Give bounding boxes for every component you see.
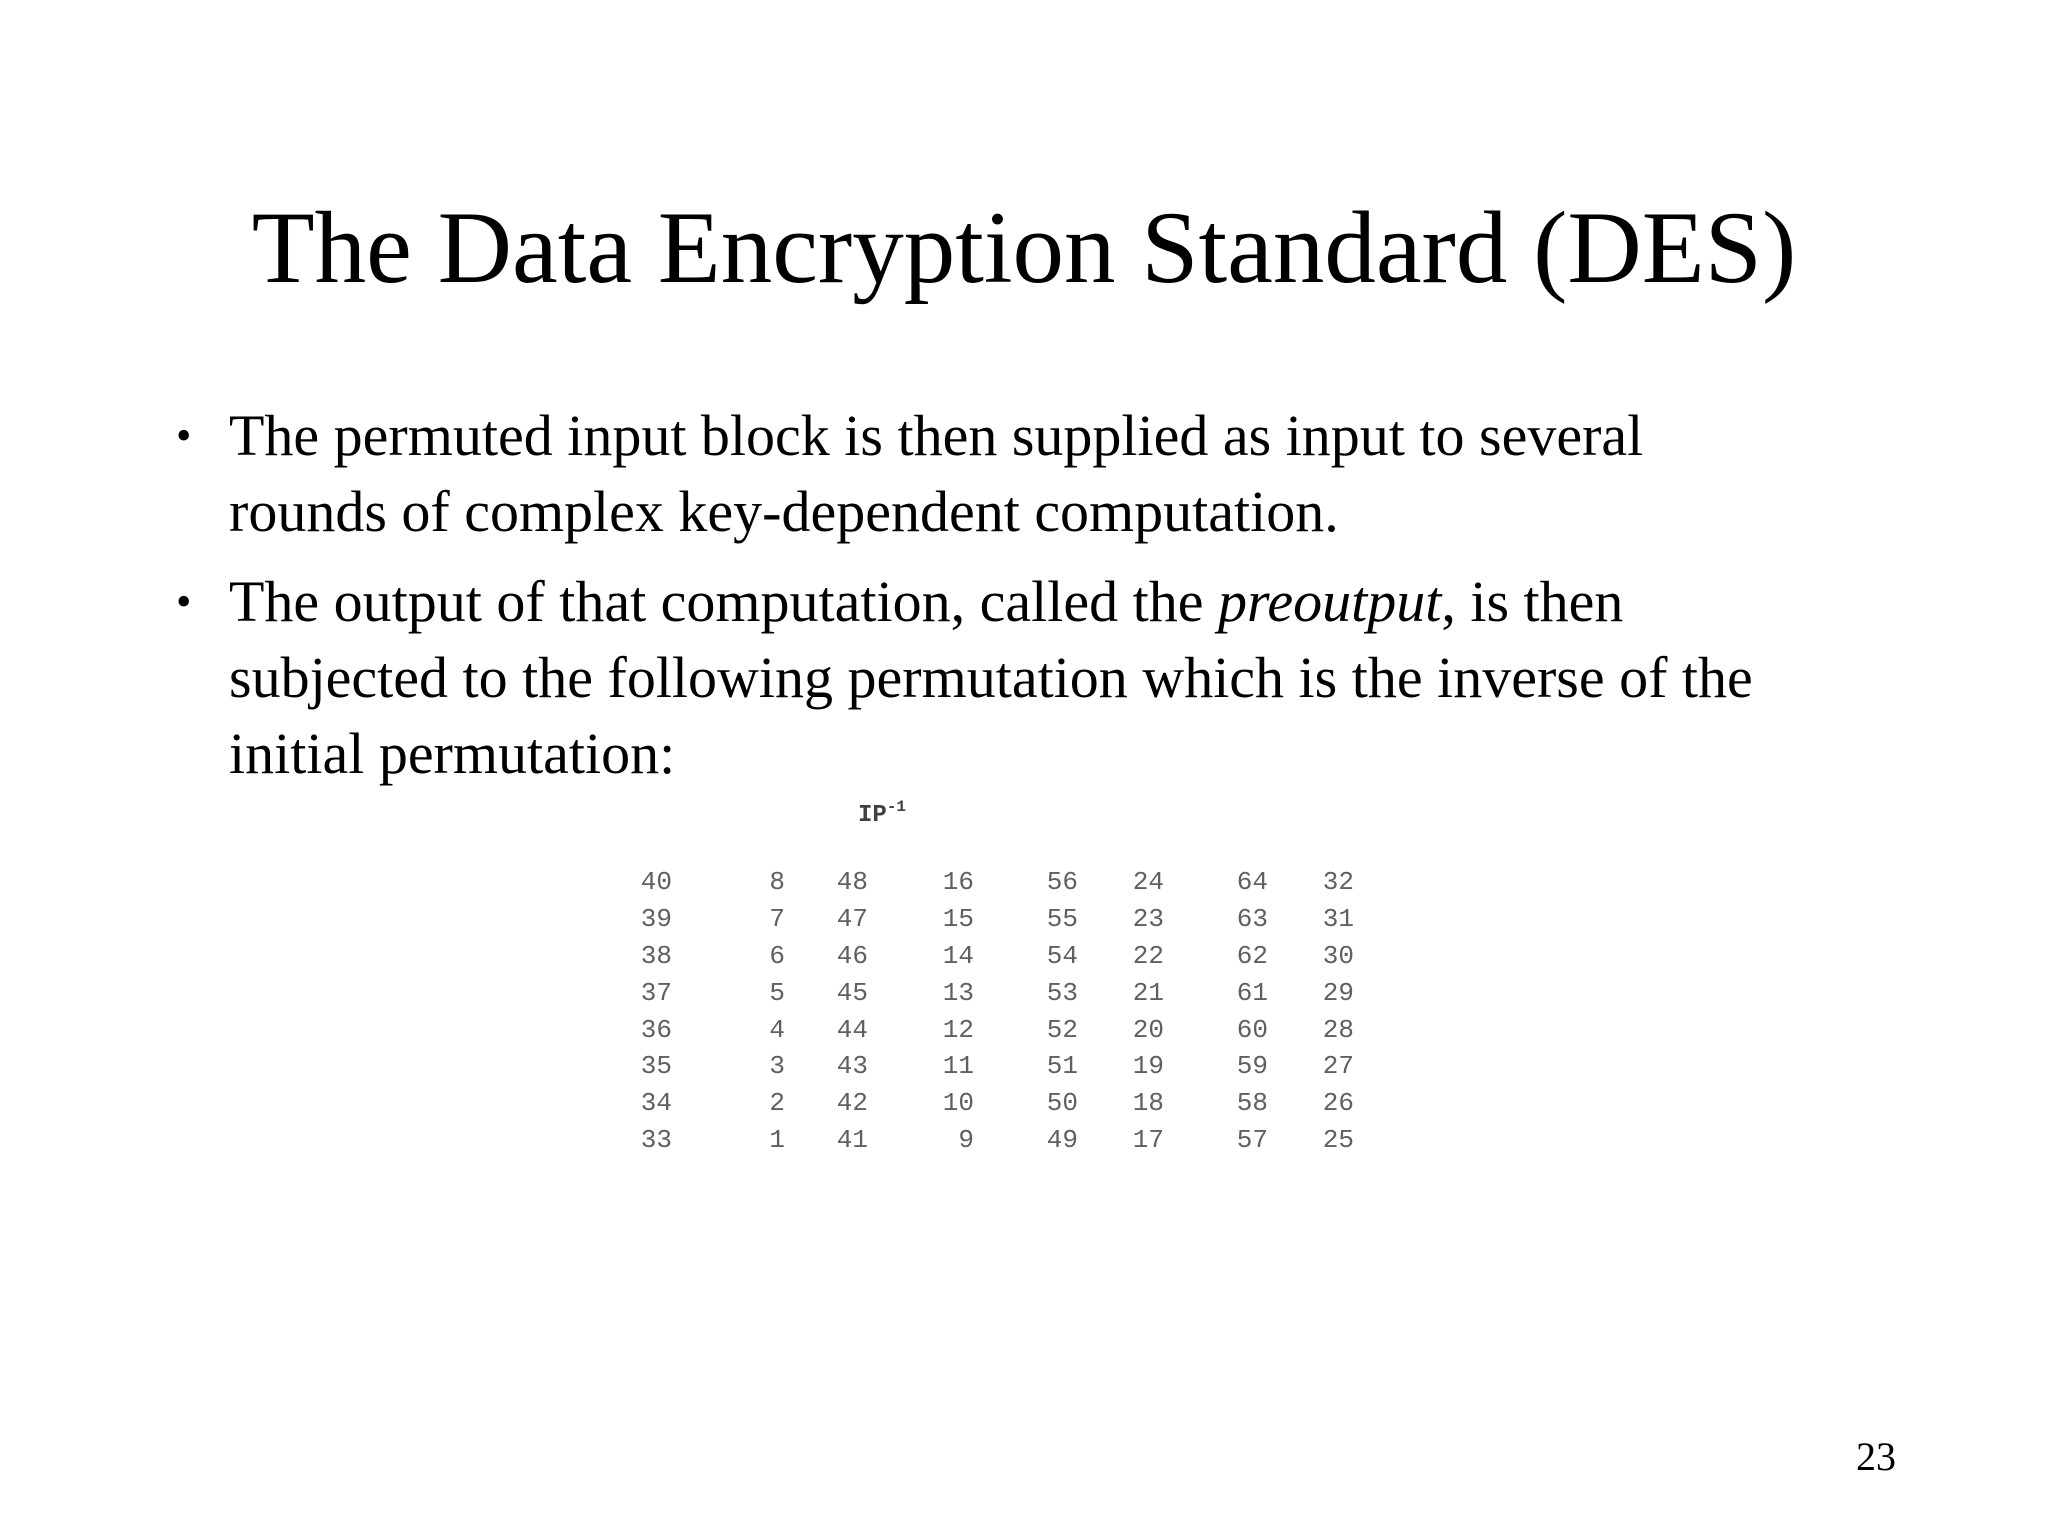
table-cell: 6: [769, 940, 785, 971]
table-cell: 49: [1046, 1124, 1078, 1155]
table-cell: 33: [640, 1124, 672, 1155]
table-cell: 44: [836, 1014, 868, 1045]
preoutput-term: preoutput: [1217, 569, 1442, 634]
table-row: [620, 1085, 1354, 1122]
table-cell: 21: [1132, 977, 1164, 1008]
table-row: [620, 1122, 1354, 1159]
table-cell: 23: [1132, 904, 1164, 935]
table-cell: 40: [640, 867, 672, 898]
table-cell: 45: [836, 977, 868, 1008]
table-row: [620, 938, 1354, 975]
table-cell: 50: [1046, 1088, 1078, 1119]
table-cell: 8: [769, 867, 785, 898]
table-cell: 61: [1236, 977, 1268, 1008]
table-cell: 24: [1132, 867, 1164, 898]
table-cell: 22: [1132, 940, 1164, 971]
bullet-2-line-2: subjected to the following permutation which is the inverse of the: [229, 645, 1753, 710]
table-cell: 18: [1132, 1088, 1164, 1119]
table-cell: 30: [1322, 940, 1354, 971]
bullet-item-1: [176, 398, 1916, 550]
table-cell: 57: [1236, 1124, 1268, 1155]
table-cell: 48: [836, 867, 868, 898]
table-cell: 36: [640, 1014, 672, 1045]
table-cell: 3: [769, 1051, 785, 1082]
table-row: [620, 1048, 1354, 1085]
table-cell: 63: [1236, 904, 1268, 935]
table-cell: 54: [1046, 940, 1078, 971]
table-cell: 28: [1322, 1014, 1354, 1045]
table-cell: 25: [1322, 1124, 1354, 1155]
table-cell: 29: [1322, 977, 1354, 1008]
table-cell: 16: [942, 867, 974, 898]
table-cell: 59: [1236, 1051, 1268, 1082]
table-cell: 15: [942, 904, 974, 935]
table-cell: 26: [1322, 1088, 1354, 1119]
ip-inverse-table: [620, 864, 1354, 1158]
table-cell: 39: [640, 904, 672, 935]
table-cell: 7: [769, 904, 785, 935]
table-cell: 2: [769, 1088, 785, 1119]
table-cell: 58: [1236, 1088, 1268, 1119]
table-cell: 60: [1236, 1014, 1268, 1045]
table-cell: 56: [1046, 867, 1078, 898]
table-cell: 27: [1322, 1051, 1354, 1082]
table-cell: 35: [640, 1051, 672, 1082]
table-cell: 32: [1322, 867, 1354, 898]
table-cell: 5: [769, 977, 785, 1008]
ip-label-text: IP: [858, 802, 887, 829]
table-cell: 4: [769, 1014, 785, 1045]
table-cell: 46: [836, 940, 868, 971]
table-cell: 1: [769, 1124, 785, 1155]
table-row: [620, 901, 1354, 938]
bullet-marker: •: [176, 577, 192, 626]
table-row: [620, 1011, 1354, 1048]
bullet-1-line-1: The permuted input block is then supplied as input to several: [229, 403, 1644, 468]
table-cell: 41: [836, 1124, 868, 1155]
bullet-2-line-1: [229, 564, 1916, 640]
table-row: [620, 864, 1354, 901]
table-cell: 53: [1046, 977, 1078, 1008]
table-cell: 42: [836, 1088, 868, 1119]
table-cell: 51: [1046, 1051, 1078, 1082]
table-cell: 64: [1236, 867, 1268, 898]
table-cell: 17: [1132, 1124, 1164, 1155]
table-cell: 47: [836, 904, 868, 935]
table-cell: 10: [942, 1088, 974, 1119]
table-cell: 14: [942, 940, 974, 971]
bullet-2-text-before: The output of that computation, called the: [229, 569, 1218, 634]
ip-table-body: [620, 864, 1354, 1158]
ip-inverse-label: [858, 792, 906, 831]
table-cell: 31: [1322, 904, 1354, 935]
table-cell: 34: [640, 1088, 672, 1119]
ip-label-superscript: -1: [886, 798, 907, 816]
table-cell: 13: [942, 977, 974, 1008]
table-row: [620, 974, 1354, 1011]
table-cell: 62: [1236, 940, 1268, 971]
slide-title: The Data Encryption Standard (DES): [251, 191, 1797, 305]
table-cell: 37: [640, 977, 672, 1008]
table-cell: 11: [942, 1051, 974, 1082]
bullet-2-line-3: initial permutation:: [229, 721, 676, 786]
table-cell: 55: [1046, 904, 1078, 935]
table-cell: 38: [640, 940, 672, 971]
bullet-item-2: [176, 564, 1916, 792]
bullet-1-line-2: rounds of complex key-dependent computation.: [229, 479, 1339, 544]
table-cell: 19: [1132, 1051, 1164, 1082]
table-cell: 52: [1046, 1014, 1078, 1045]
table-cell: 20: [1132, 1014, 1164, 1045]
page-number: 23: [1856, 1434, 1896, 1479]
table-cell: 12: [942, 1014, 974, 1045]
table-cell: 43: [836, 1051, 868, 1082]
bullet-2-text-after: , is then: [1441, 569, 1624, 634]
bullet-list: [176, 398, 1916, 806]
bullet-marker: •: [176, 411, 192, 460]
table-cell: 9: [958, 1124, 974, 1155]
